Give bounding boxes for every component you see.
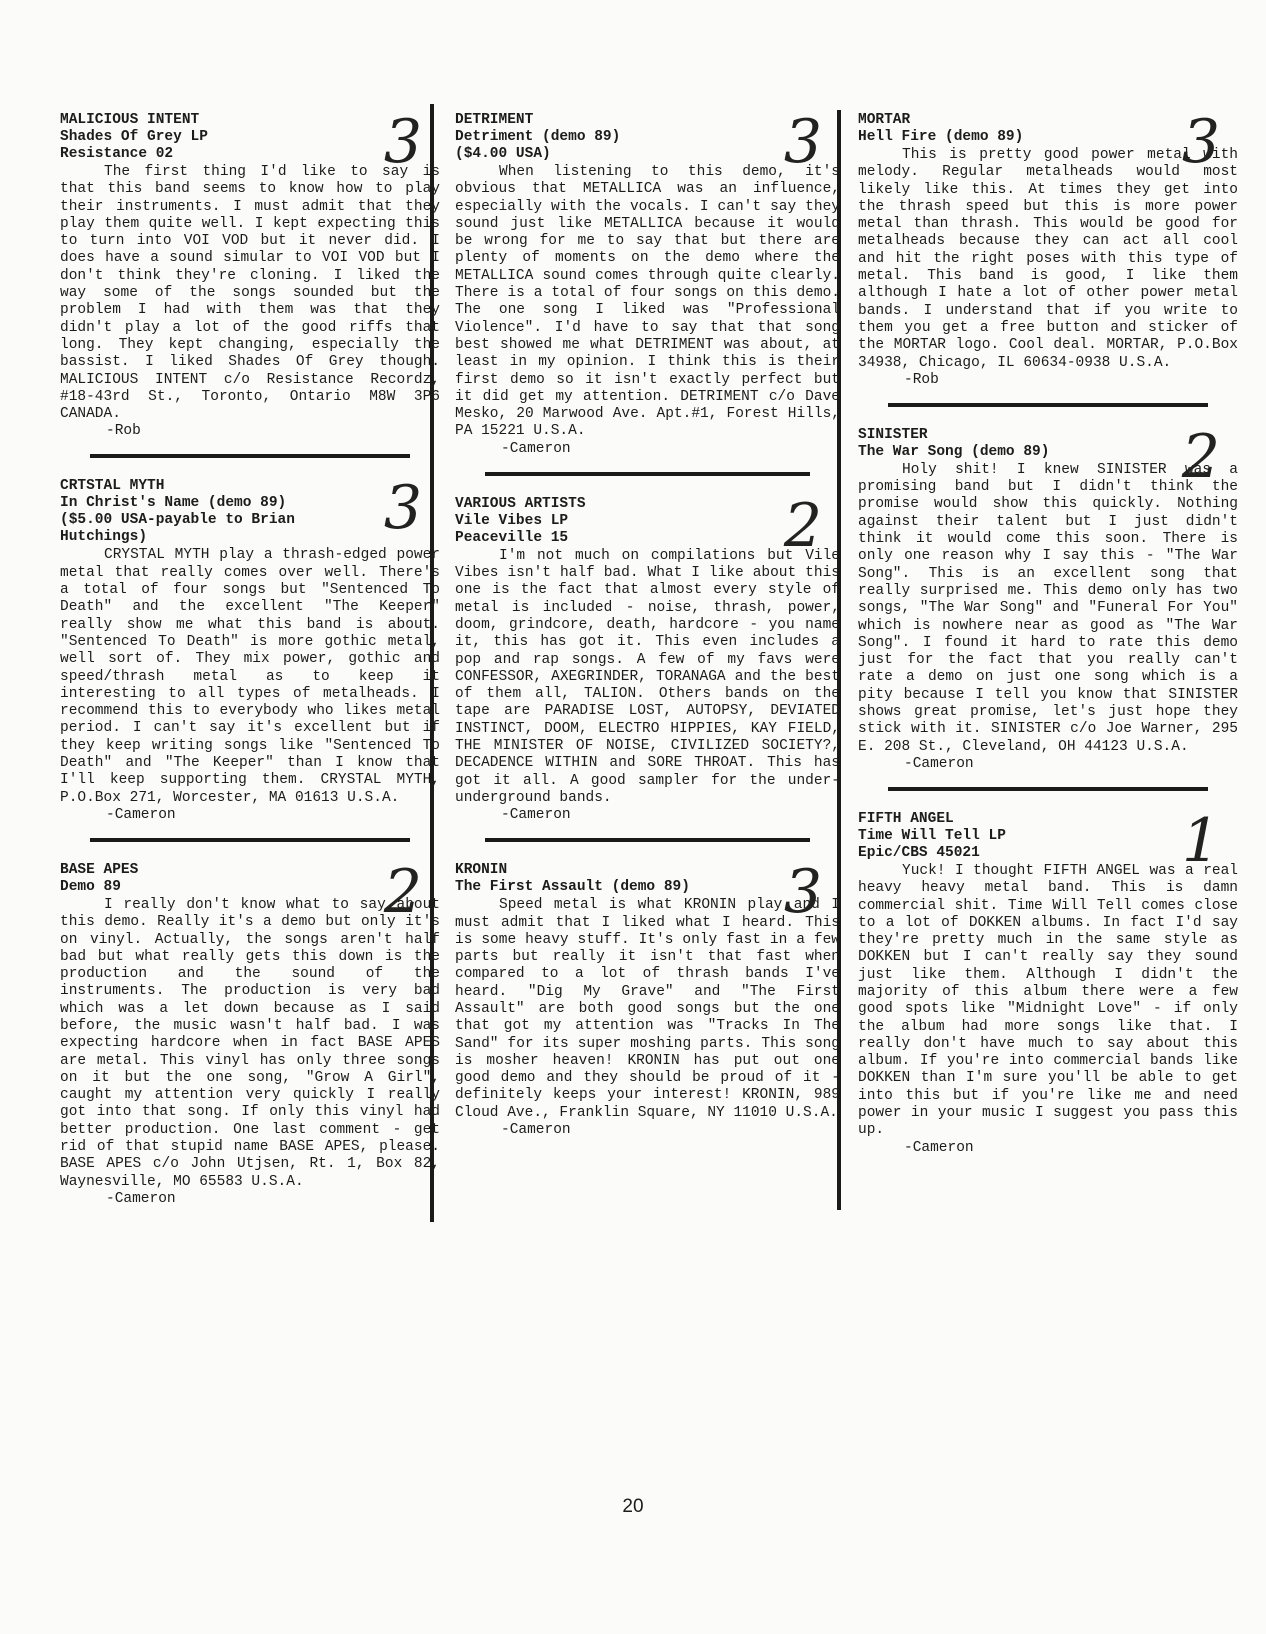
review-signature: -Rob	[904, 371, 939, 388]
review-fifth-angel	[858, 805, 1238, 1157]
review-rating: 3	[383, 107, 422, 177]
review-signature: -Cameron	[904, 755, 974, 772]
review-heading: MALICIOUS INTENT Shades Of Grey LP Resistance 02	[60, 112, 208, 162]
review-malicious-intent	[60, 107, 440, 440]
section-divider	[888, 403, 1208, 407]
section-divider	[90, 454, 410, 458]
review-signature: -Cameron	[106, 806, 176, 823]
section-divider	[485, 472, 810, 476]
review-heading: CRTSTAL MYTH In Christ's Name (demo 89) ($5.00 USA-payable to Brian Hutchings)	[60, 478, 295, 546]
review-signature: -Cameron	[904, 1139, 974, 1156]
review-text: CRYSTAL MYTH play a thrash-edged power metal that really comes over well. There's a total of four songs but "Sentenced To Death" and the excellent "The Keeper" really show me what this band is about. "Sentenced To Death" is more gothic metal, well sort of. They mix power, gothic and speed/thrash metal as to keep it interesting to all types of metalheads. I recommend this to everybody who likes metal period. I can't say it's excellent but if they keep writing songs like "Sentenced To Death" and "The Keeper" than I know that I'll keep supporting them. CRYSTAL MYTH, P.O.Box 271, Worcester, MA 01613 U.S.A.	[60, 547, 440, 806]
review-text: Holy shit! I knew SINISTER was a promising band but I didn't think the promise would show this quickly. Nothing against their talent but I just didn't think it would come this soon. There is only one reason why I say this - "The War Song". This is an excellent song that really surprised me. This demo only has two songs, "The War Song" and "Funeral For You" which is nowhere near as good as "The War Song". I found it hard to rate this demo just for the fact that you really can't rate a demo on just one song which is a pity because I tell you know that SINISTER shows great promise, let's just hope they stick with it. SINISTER c/o Joe Warner, 295 E. 208 St., Cleveland, OH 44123 U.S.A.	[858, 461, 1238, 755]
review-rating: 2	[1181, 421, 1220, 492]
review-sinister	[858, 421, 1238, 773]
review-text: Speed metal is what KRONIN play and I must admit that I liked what I heard. This is some heavy stuff. It's only fast in a few parts but really it isn't that fast when compared to a lot of thrash bands I've heard. "Dig My Grave" and "The First Assault" are both good songs but the one that got my attention was "Tracks In The Sand" for its super moshing parts. This song is mosher heaven! KRONIN has put out one good demo and they should be proud of it - definitely keeps your interest! KRONIN, 989 Cloud Ave., Franklin Square, NY 11010 U.S.A.	[455, 897, 840, 1121]
review-text: The first thing I'd like to say is that this band seems to know how to play their instruments. I must admit that they play them quite well. I kept expecting this to turn into VOI VOD but it never did. I does have a sound simular to VOI VOD but I don't think they're cloning. I liked the way some of the songs sounded but the problem I had with them was that they didn't play a lot of the good riffs that long. They kept changing, especially the bassist. I liked Shades Of Grey though. MALICIOUS INTENT c/o Resistance Recordz, #18-43rd St., Toronto, Ontario M8W 3P6 CANADA.	[60, 164, 440, 423]
review-detriment	[455, 107, 840, 458]
review-heading: DETRIMENT Detriment (demo 89) ($4.00 USA)	[455, 112, 621, 162]
review-text: When listening to this demo, it's obvious that METALLICA was an influence, especially with the vocals. I can't say they sound just like METALLICA because it would be wrong for me to say that but there are plenty of moments on the demo where the METALLICA sound comes through quite clearly. There is a total of four songs on this demo. The one song I liked was "Professional Violence". I'd have to say that that song best showed me what DETRIMENT was about, at least in my opinion. I think this is their first demo so it isn't exactly perfect but it did get my attention. DETRIMENT c/o Dave Mesko, 20 Marwood Ave. Apt.#1, Forest Hills, PA 15221 U.S.A.	[455, 164, 840, 440]
review-rating: 2	[783, 490, 822, 561]
review-rating: 3	[783, 107, 822, 177]
column-1	[60, 107, 440, 1208]
page-number: 20	[622, 1496, 644, 1517]
review-rating: 3	[383, 473, 422, 544]
review-heading: MORTAR Hell Fire (demo 89)	[858, 112, 1024, 145]
section-divider	[888, 787, 1208, 791]
review-heading: SINISTER The War Song (demo 89)	[858, 426, 1050, 460]
review-heading: VARIOUS ARTISTS Vile Vibes LP Peaceville 15	[455, 495, 586, 546]
review-rating: 1	[1181, 805, 1220, 876]
review-signature: -Cameron	[501, 440, 571, 457]
review-text: I really don't know what to say about this demo. Really it's a demo but only it's on vinyl. Actually, the songs aren't half bad but what really gets this down is the production and the sound of the instruments. The production is very bad which was a let down because as I said before, the music wasn't half bad. I was expecting hardcore when in fact BASE APES are metal. This vinyl has only three songs on it but the one song, "Grow A Girl", caught my attention very quickly I really got into that song. If only this vinyl had better production. One last comment - get rid of that stupid name BASE APES, please. BASE APES c/o John Utjsen, Rt. 1, Box 82, Waynesville, MO 65583 U.S.A.	[60, 896, 440, 1190]
review-heading: KRONIN The First Assault (demo 89)	[455, 862, 690, 896]
review-text: This is pretty good power metal with melody. Regular metalheads would most likely like this. At times they get into the thrash speed but this is more power metal than thrash. This would be good for metalheads because they can act all cool and hit the right poses with this type of metal. This band is good, I like them although I hate a lot of other power metal bands. I understand that if you write to them you get a free button and sticker of the MORTAR logo. Cool deal. MORTAR, P.O.Box 34938, Chicago, IL 60634-0938 U.S.A.	[858, 147, 1238, 371]
review-rating: 3	[1181, 107, 1220, 177]
section-divider	[90, 838, 410, 842]
review-crystal-myth	[60, 473, 440, 823]
review-text: Yuck! I thought FIFTH ANGEL was a real heavy heavy metal band. This is damn commercial shit. Time Will Tell comes close to a lot of DOKKEN albums. In fact I'd say they're pretty much in the same style as DOKKEN but I can't really say they sound just like them. Although I didn't the majority of this album there were a few good spots like "Midnight Love" - if only the album had more songs like that. I really don't have much to say about this album. If you're into commercial bands like DOKKEN than I'm sure you'll be able to get into this but if you're like me and need power in your music I suggest you pass this up.	[858, 862, 1238, 1139]
review-signature: -Cameron	[501, 807, 571, 824]
column-3	[858, 107, 1238, 1157]
review-heading: FIFTH ANGEL Time Will Tell LP Epic/CBS 45021	[858, 810, 1006, 861]
review-kronin	[455, 857, 840, 1139]
review-signature: -Cameron	[106, 1190, 176, 1207]
column-2	[455, 107, 840, 1139]
review-mortar	[858, 107, 1238, 389]
review-signature: -Rob	[106, 423, 141, 440]
review-base-apes	[60, 856, 440, 1208]
section-divider	[485, 838, 810, 842]
review-rating: 3	[783, 857, 822, 928]
review-signature: -Cameron	[501, 1122, 571, 1139]
review-text: I'm not much on compilations but Vile Vibes isn't half bad. What I like about this one is the fact that almost every style of metal is included - noise, thrash, power, doom, grindcore, death, hardcore - you name it, this has got it. This even includes a pop and rap songs. A few of my favs were CONFESSOR, AXEGRINDER, TORANAGA and the best of them all, TALION. Others bands on the tape are PARADISE LOST, AUTOPSY, DEVIATED INSTINCT, DOOM, ELECTRO HIPPIES, KAY FIELD, THE MINISTER OF NOISE, CIVILIZED SOCIETY?, DECADENCE WITHIN and SORE THROAT. This has got it all. A good sampler for the under-underground bands.	[455, 547, 840, 806]
review-various-artists	[455, 490, 840, 824]
review-heading: BASE APES Demo 89	[60, 861, 139, 895]
review-rating: 2	[383, 856, 422, 927]
